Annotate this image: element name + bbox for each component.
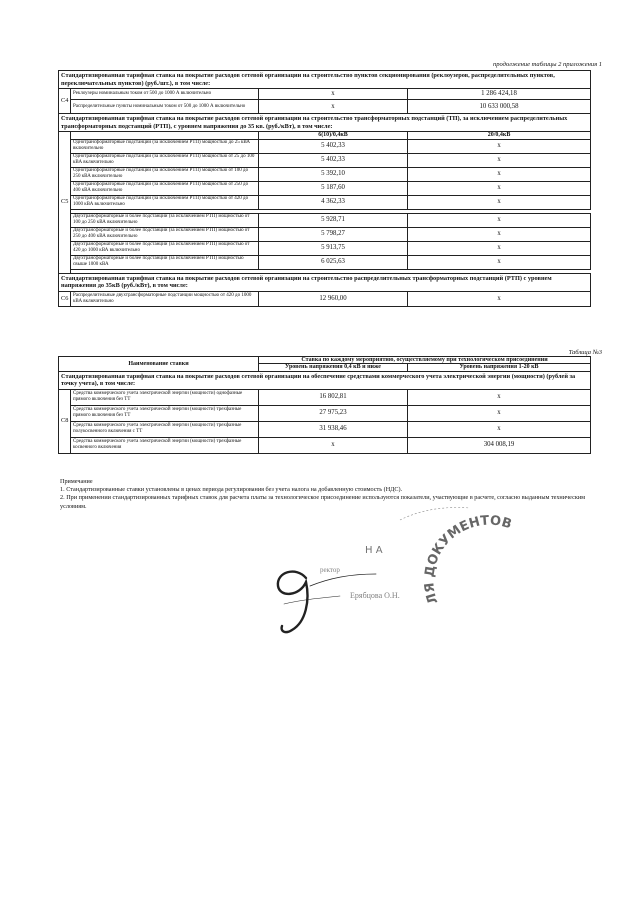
- row-value-1: 12 960,00: [259, 291, 408, 306]
- row-value-2: х: [408, 405, 591, 421]
- row-value-1: 5 913,75: [259, 241, 408, 255]
- continuation-note: продолжение таблицы 2 приложения 1: [492, 61, 602, 68]
- table-3-number: Таблица №3: [568, 349, 602, 356]
- row-value-1: 27 975,23: [259, 405, 408, 421]
- row-value-2: х: [408, 291, 591, 306]
- row-label: Однотрансформаторные подстанции (за исключением РТП) мощностью от 25 до 100 кВА включительно: [71, 153, 259, 167]
- voltage-col-1: 6(10)/0,4кВ: [259, 132, 408, 139]
- row-value-2: х: [408, 167, 591, 181]
- row-value-1: 5 402,33: [259, 153, 408, 167]
- note-1: 1. Стандартизированные ставки установлены в ценах периода регулирования без учета налога на добавленную стоимость (НДС).: [60, 486, 403, 494]
- row-label: Средства коммерческого учета электрической энергии (мощности) однофазные прямого включения без ТТ: [71, 389, 259, 405]
- voltage-level-1: Уровень напряжения 0,4 кВ и ниже: [259, 364, 408, 371]
- row-label: Однотрансформаторные подстанции (за исключением РТП) мощностью от 100 до 250 кВА включительно: [71, 167, 259, 181]
- row-value-1: х: [259, 437, 408, 453]
- stamp-fragment-3: Ерябцова О.Н.: [350, 591, 400, 600]
- section-sectioning-header-text: Стандартизированная тарифная ставка на покрытие расходов сетевой организации на строительство пунктов секционирования (реклоузеров, распределительных пунктов, переключательных пунктов) (руб./шт.), в том числе:: [59, 71, 591, 89]
- row-label: Распределительные пункты номинальным током от 500 до 1000 А включительно: [71, 100, 259, 114]
- section-metering-header-text: Стандартизированная тарифная ставка на покрытие расходов сетевой организации на обеспечение средствами коммерческого учета электрической энергии (мощности) (рублей за точку учета), в том числе:: [59, 371, 591, 389]
- row-label: Однотрансформаторные подстанции (за исключением РТП) мощностью от 420 до 1000 кВА включительно: [71, 195, 259, 209]
- section-rtp-header-text: Стандартизированная тарифная ставка на покрытие расходов сетевой организации на строительство распределительных трансформаторных подстанций (РТП) с уровнем напряжения до 35кВ (руб./кВт), в том числе:: [59, 273, 591, 291]
- note-2: 2. При применении стандартизированных тарифных ставок для расчета платы за технологическое присоединение используются показатели, участвующие в расчете, согласно выданным техническим условиям.: [60, 494, 586, 510]
- section-sectioning-code: С4: [59, 89, 71, 114]
- stamp-arc-text: ЛЯ ДОКУМЕНТОВ: [422, 513, 514, 606]
- row-value-2: х: [408, 213, 591, 227]
- row-value-2: 10 633 000,58: [408, 100, 591, 114]
- row-label: Средства коммерческого учета электрической энергии (мощности) трехфазные косвенного включения: [71, 437, 259, 453]
- row-value-2: х: [408, 153, 591, 167]
- row-value-2: х: [408, 139, 591, 153]
- row-label: Однотрансформаторные подстанции (за исключением РТП) мощностью от 250 до 400 кВА включительно: [71, 181, 259, 195]
- voltage-level-2: Уровень напряжения 1-20 кВ: [408, 364, 591, 371]
- name-header: Наименование ставки: [59, 357, 259, 372]
- row-value-2: х: [408, 241, 591, 255]
- row-label: Двухтрансформаторные и более подстанции (за исключением РТП) мощностью от 420 до 1000 кВА включительно: [71, 241, 259, 255]
- row-value-2: х: [408, 421, 591, 437]
- row-value-1: 4 362,33: [259, 195, 408, 209]
- signature: [278, 572, 376, 633]
- row-value-2: х: [408, 255, 591, 269]
- row-value-1: х: [259, 100, 408, 114]
- stamp-fragment-2: ректор: [320, 566, 340, 574]
- row-value-1: 31 938,46: [259, 421, 408, 437]
- row-value-1: 5 402,33: [259, 139, 408, 153]
- row-value-1: 5 187,60: [259, 181, 408, 195]
- section-tp-code: С5: [59, 132, 71, 273]
- seal-stamp: [320, 501, 532, 607]
- row-value-2: х: [408, 195, 591, 209]
- notes-heading: Примечание: [60, 478, 93, 485]
- voltage-col-2: 20/0,4кВ: [408, 132, 591, 139]
- section-tp-header-text: Стандартизированная тарифная ставка на покрытие расходов сетевой организации на строительство трансформаторных подстанций (ТП), за исключением распределительных трансформаторных подстанций (РТП), с уровнем напряжения до 35 кв. (руб./кВт), в том числе:: [59, 114, 591, 132]
- row-label: Однотрансформаторные подстанции (за исключением РТП) мощностью до 25 кВА включительно: [71, 139, 259, 153]
- row-value-2: 304 008,19: [408, 437, 591, 453]
- row-value-1: 5 928,71: [259, 213, 408, 227]
- stamp-fragment-1: Н А: [365, 545, 383, 556]
- section-metering-code: С8: [59, 389, 71, 453]
- row-value-2: х: [408, 227, 591, 241]
- row-label: Двухтрансформаторные и более подстанции (за исключением РТП) мощностью от 100 до 250 кВА включительно: [71, 213, 259, 227]
- row-value-1: х: [259, 89, 408, 100]
- svg-text:ЛЯ ДОКУМЕНТОВ: [402, 501, 532, 607]
- row-label: Средства коммерческого учета электрической энергии (мощности) трехфазные прямого включения без ТТ: [71, 405, 259, 421]
- row-label: Средства коммерческого учета электрической энергии (мощности) трехфазные полукосвенного включения с ТТ: [71, 421, 259, 437]
- row-value-2: х: [408, 181, 591, 195]
- section-rtp-code: С6: [59, 291, 71, 306]
- row-label: Распределительные двухтрансформаторные подстанции мощностью от 420 до 1000 кВА включительно: [71, 291, 259, 306]
- row-value-1: 6 025,63: [259, 255, 408, 269]
- row-value-1: 5 798,27: [259, 227, 408, 241]
- row-value-1: 5 392,10: [259, 167, 408, 181]
- row-value-2: х: [408, 389, 591, 405]
- row-label: Двухтрансформаторные и более подстанции (за исключением РТП) мощностью свыше 1000 кВА: [71, 255, 259, 269]
- row-value-1: 16 802,81: [259, 389, 408, 405]
- row-label: Реклоузеры номинальным током от 500 до 1000 А включительно: [71, 89, 259, 100]
- row-value-2: 1 286 424,18: [408, 89, 591, 100]
- row-label: Двухтрансформаторные и более подстанции (за исключением РТП) мощностью от 250 до 400 кВА включительно: [71, 227, 259, 241]
- rate-header: Ставка по каждому мероприятию, осуществляемому при технологическом присоединении: [259, 357, 591, 364]
